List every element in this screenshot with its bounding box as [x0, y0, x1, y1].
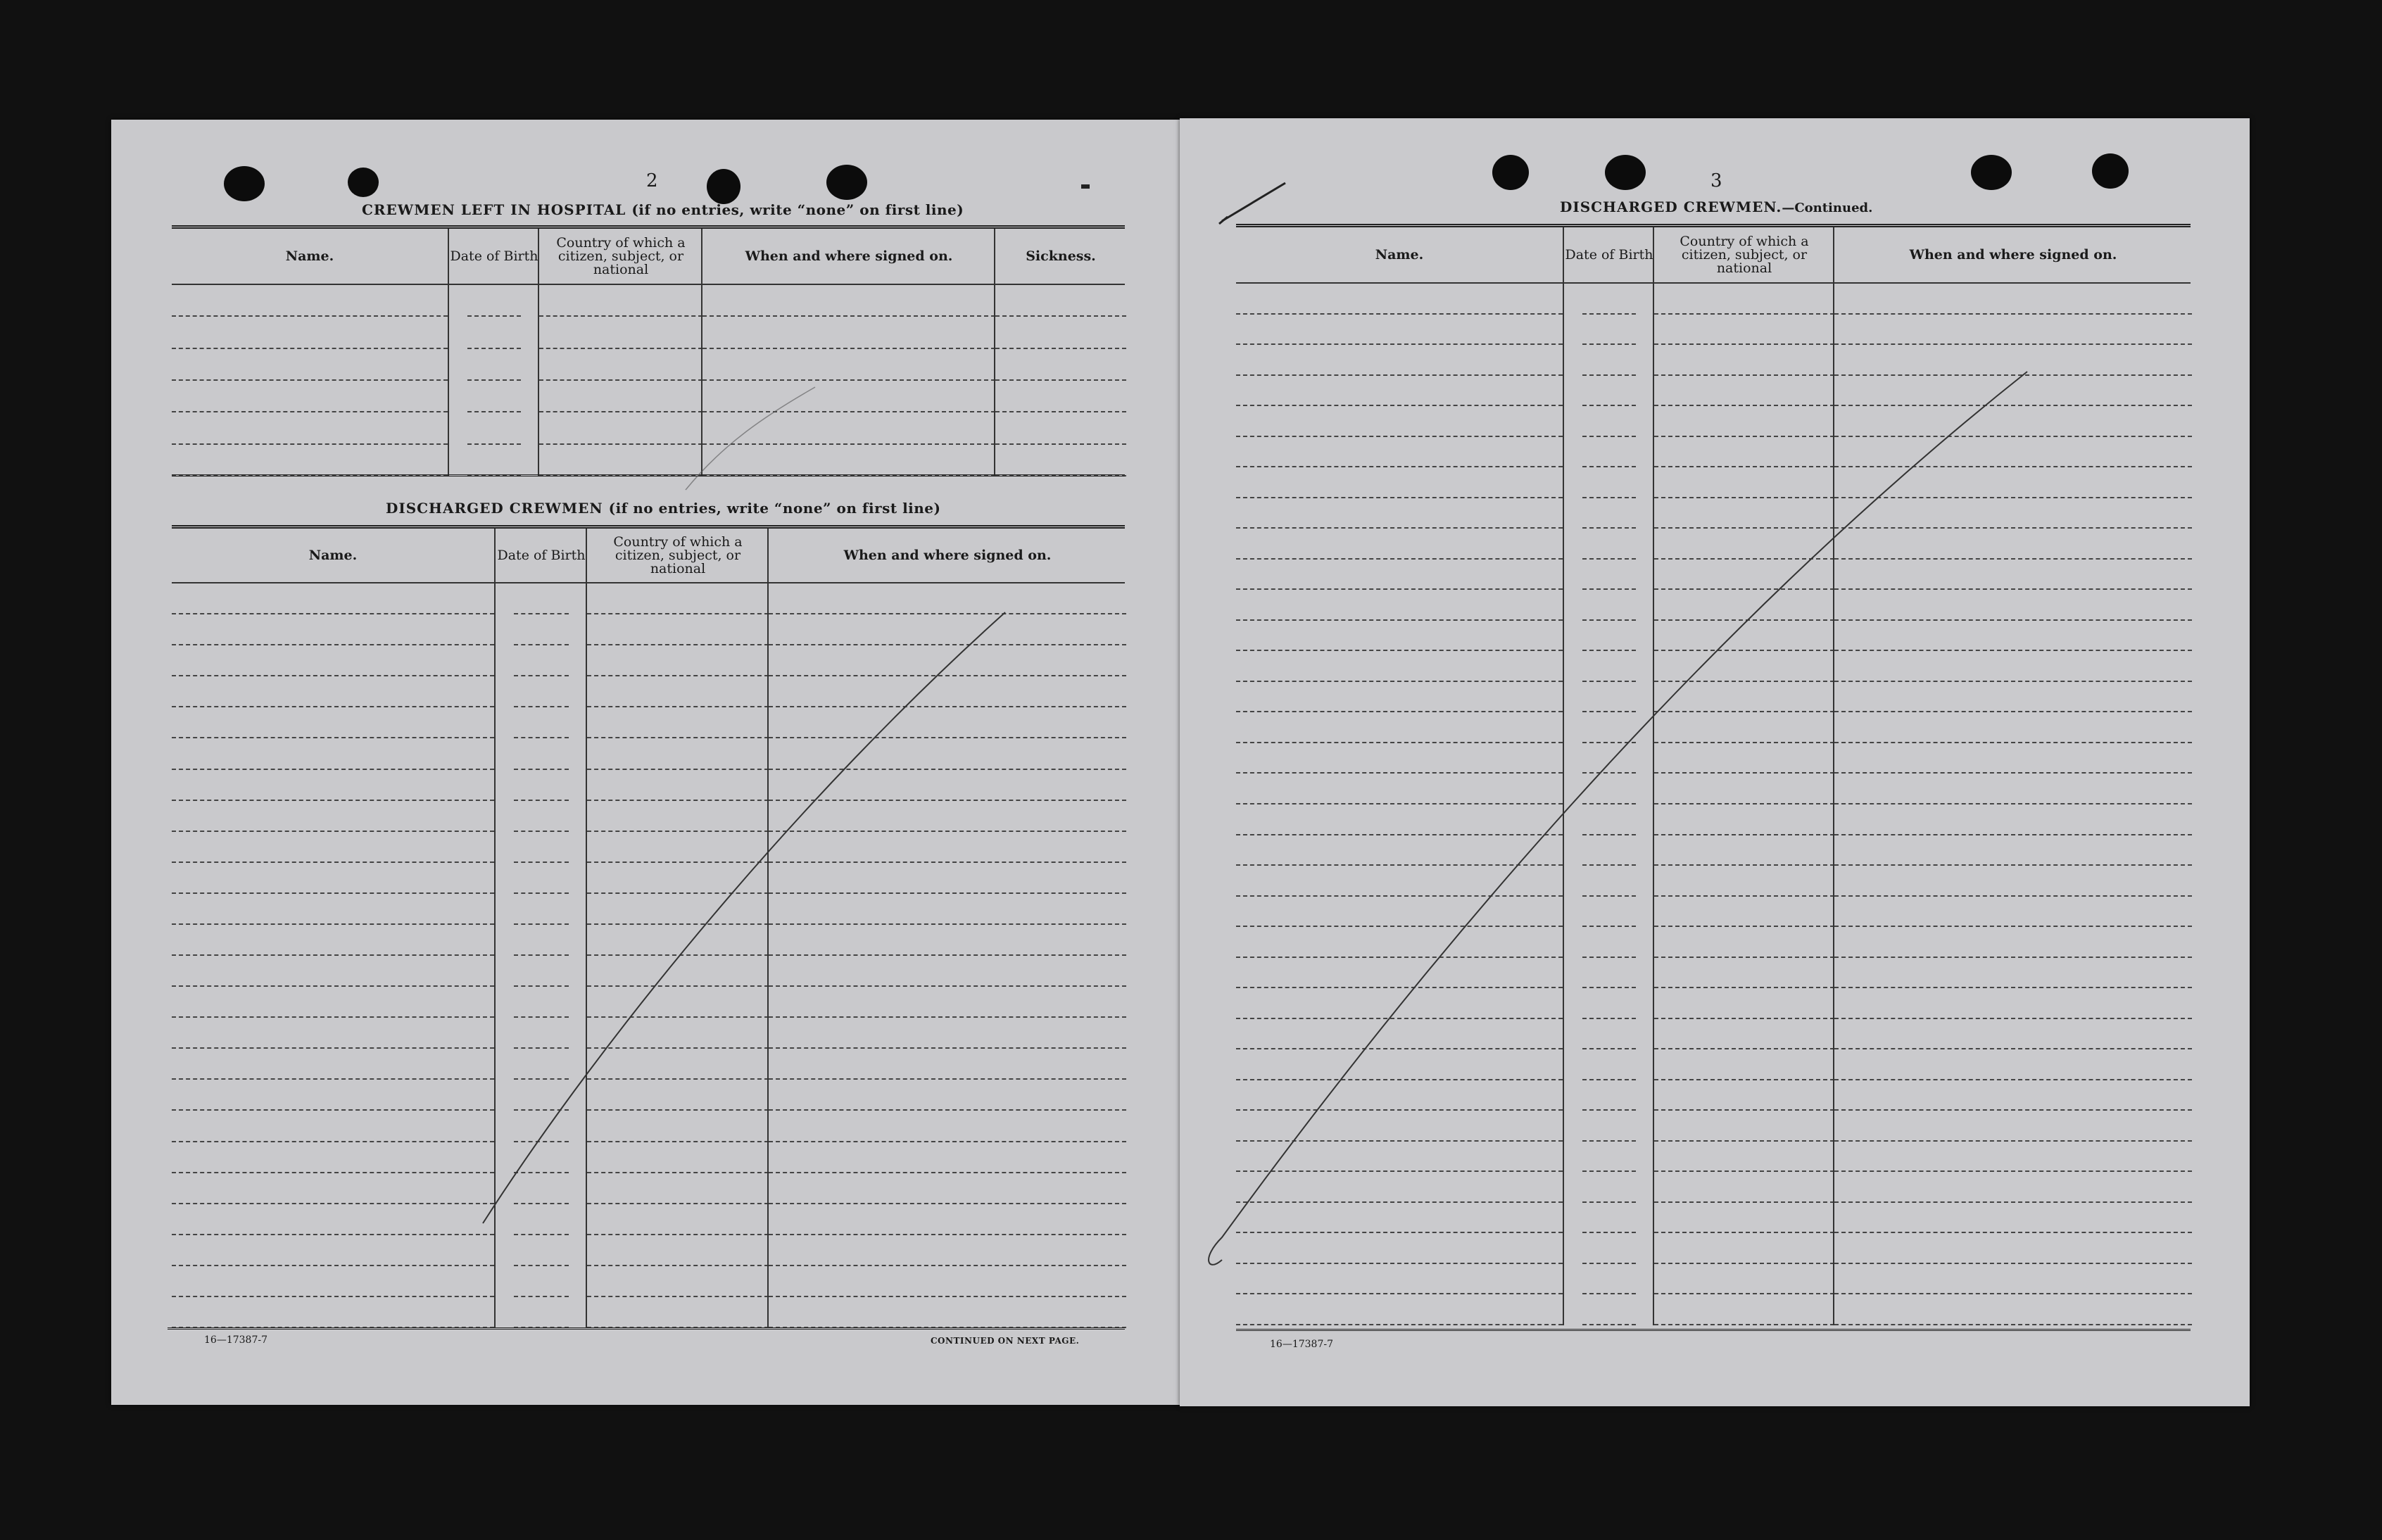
country-header: Country of which a citizen, subject, or national	[1680, 233, 1809, 276]
right-page	[1180, 118, 2250, 1406]
country-header: Country of which a citizen, subject, or national	[613, 534, 743, 576]
name-header: Name.	[308, 548, 358, 563]
signed-on-header: When and where signed on.	[745, 248, 953, 264]
signed-on-header: When and where signed on.	[843, 548, 1052, 563]
hospital-title-text: CREWMEN LEFT IN HOSPITAL	[362, 201, 626, 218]
country-header: Country of which a citizen, subject, or national	[556, 234, 686, 277]
discharged-title-text: DISCHARGED CREWMEN.	[1560, 198, 1782, 215]
sickness-header: Sickness.	[1026, 248, 1096, 264]
discharged-title-text: DISCHARGED CREWMEN	[386, 500, 603, 517]
date-of-birth-header: Date of Birth	[1565, 246, 1653, 263]
date-of-birth-header: Date of Birth	[450, 248, 538, 264]
continued-label: —Continued.	[1782, 201, 1873, 215]
name-header: Name.	[285, 248, 334, 264]
page-number: 3	[1710, 170, 1722, 191]
name-header: Name.	[1375, 247, 1424, 263]
strike-through-line	[111, 120, 1180, 1405]
date-of-birth-header: Date of Birth	[497, 547, 586, 563]
left-page	[111, 120, 1180, 1405]
hospital-instruction: (if no entries, write “none” on first line)	[631, 201, 964, 218]
form-number: 16—17387-7	[1270, 1339, 1333, 1350]
form-number: 16—17387-7	[204, 1334, 267, 1346]
discharged-instruction: (if no entries, write “none” on first line)	[608, 500, 941, 517]
signed-on-header: When and where signed on.	[1909, 247, 2117, 263]
strike-through-line	[1180, 118, 2250, 1406]
page-number: 2	[646, 170, 658, 191]
continued-note: CONTINUED ON NEXT PAGE.	[931, 1336, 1080, 1346]
